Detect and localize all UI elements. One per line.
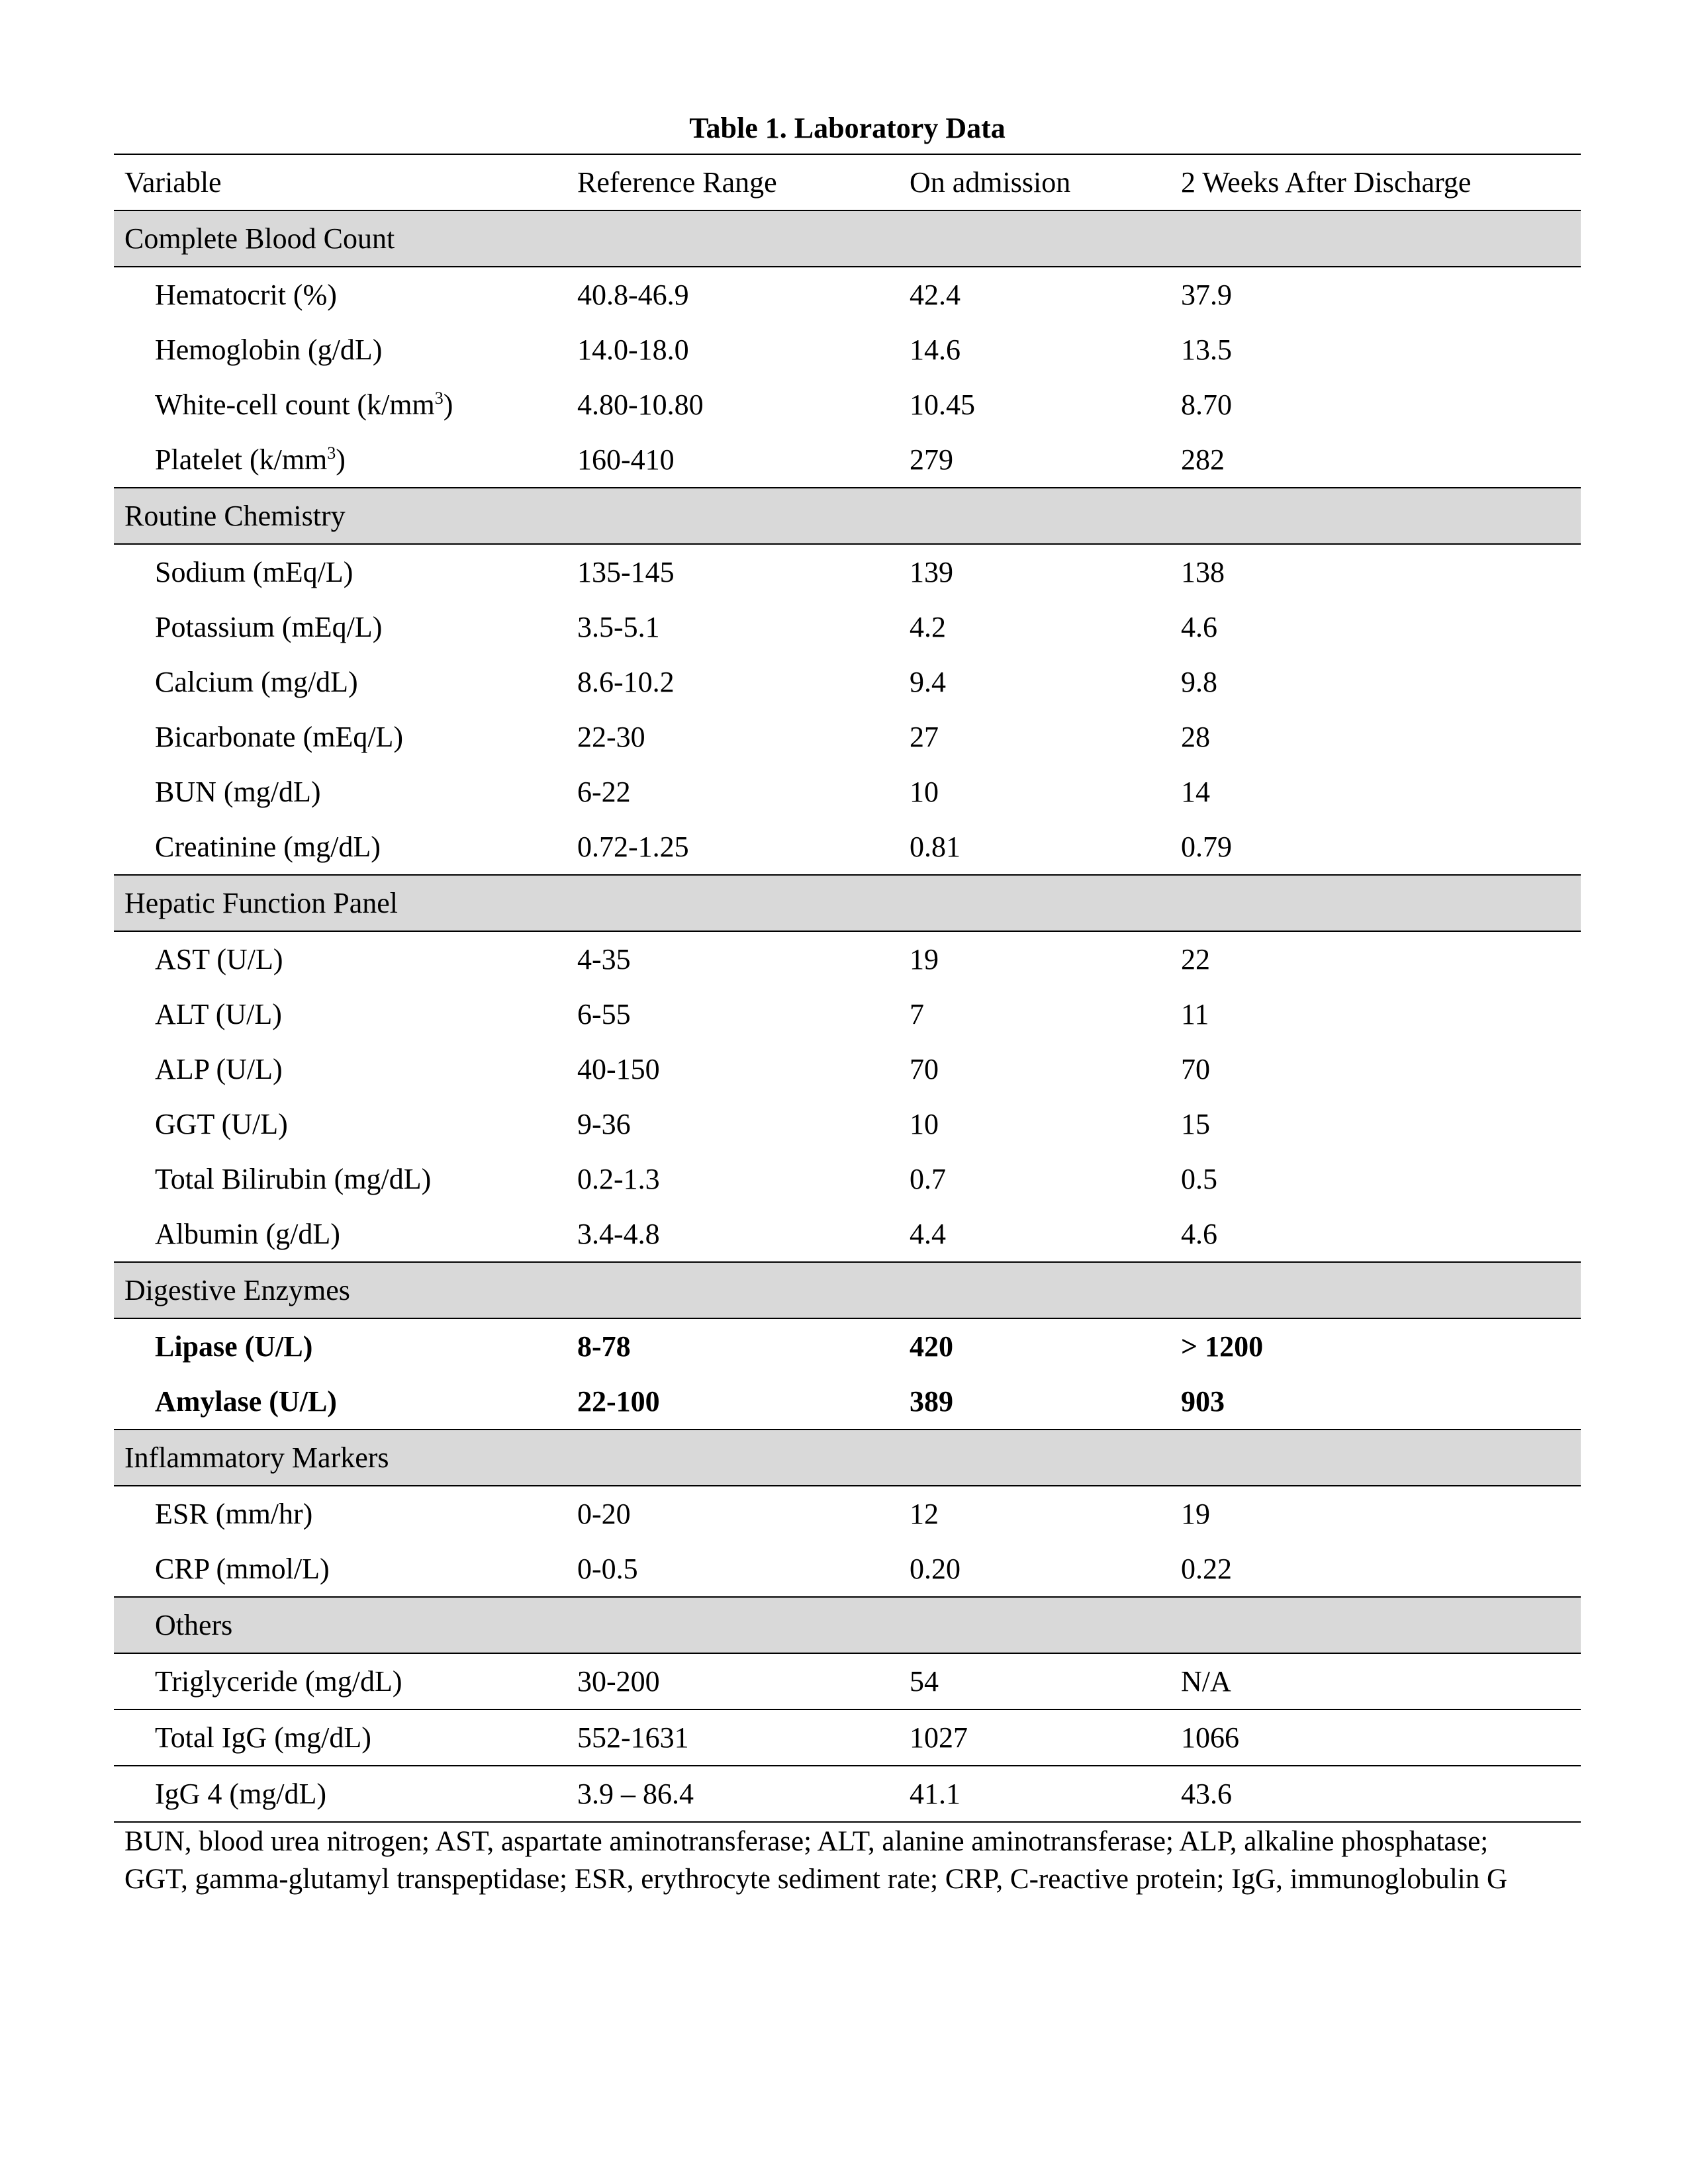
reference-range-cell: 30-200	[577, 1653, 910, 1709]
footnote-line: GGT, gamma-glutamyl transpeptidase; ESR, erythrocyte sediment rate; CRP, C-reactive protein; IgG, immunoglobulin G	[124, 1864, 1508, 1895]
reference-range-cell: 160-410	[577, 443, 675, 476]
reference-range-cell: 0-0.5	[577, 1553, 638, 1585]
header-reference-range: Reference Range	[577, 166, 777, 199]
after-discharge-cell: 282	[1181, 443, 1225, 476]
variable-name: Hematocrit (%)	[155, 279, 337, 311]
on-admission-cell: 12	[910, 1498, 939, 1530]
reference-range-cell: 135-145	[577, 556, 675, 588]
variable-cell	[114, 1709, 577, 1766]
variable-cell	[114, 764, 577, 819]
variable-name: CRP (mmol/L)	[155, 1553, 330, 1585]
on-admission-cell: 70	[910, 1053, 939, 1085]
section-label: Routine Chemistry	[114, 488, 1581, 544]
after-discharge-cell: 22	[1181, 943, 1210, 976]
variable-name: Amylase (U/L)	[155, 1385, 337, 1418]
variable-cell	[114, 1206, 577, 1262]
variable-name: Sodium (mEq/L)	[155, 556, 353, 588]
after-discharge-cell: N/A	[1181, 1653, 1581, 1709]
variable-name: ESR (mm/hr)	[155, 1498, 313, 1530]
variable-cell	[114, 377, 577, 432]
after-discharge-cell: 28	[1181, 721, 1210, 753]
reference-range-cell: 40.8-46.9	[577, 279, 689, 311]
table-row	[114, 1766, 1581, 1822]
variable-cell	[114, 709, 577, 764]
variable-suffix: )	[443, 388, 453, 421]
variable-name: AST (U/L)	[155, 943, 283, 976]
table-row	[114, 1709, 1581, 1766]
after-discharge-cell: 4.6	[1181, 1218, 1217, 1250]
table-header-row	[114, 154, 1581, 210]
reference-range-cell: 9-36	[577, 1108, 631, 1140]
variable-name: Triglyceride (mg/dL)	[155, 1665, 402, 1698]
table-row	[114, 1042, 1581, 1097]
variable-cell	[114, 655, 577, 709]
laboratory-data-table	[114, 154, 1581, 1823]
variable-name: Bicarbonate (mEq/L)	[155, 721, 404, 753]
table-body	[114, 210, 1581, 1822]
section-label: Inflammatory Markers	[114, 1430, 1581, 1486]
table-row	[114, 1486, 1581, 1541]
table-row	[114, 1541, 1581, 1597]
after-discharge-cell: 11	[1181, 998, 1209, 1030]
variable-cell	[114, 819, 577, 875]
table-row	[114, 1374, 1581, 1430]
table-row	[114, 987, 1581, 1042]
variable-name: Lipase (U/L)	[155, 1330, 313, 1363]
unit-superscript: 3	[327, 443, 336, 463]
header-after-discharge: 2 Weeks After Discharge	[1181, 166, 1472, 199]
on-admission-cell: 0.81	[910, 831, 961, 863]
variable-name: Creatinine (mg/dL)	[155, 831, 381, 863]
on-admission-cell: 0.20	[910, 1553, 961, 1585]
unit-superscript: 3	[434, 388, 444, 408]
on-admission-cell: 19	[910, 943, 939, 976]
section-header-row	[114, 488, 1581, 544]
variable-cell	[114, 1486, 577, 1541]
table-row	[114, 600, 1581, 655]
section-label: Others	[114, 1597, 1581, 1653]
variable-name: BUN (mg/dL)	[155, 776, 321, 808]
after-discharge-cell: 0.5	[1181, 1163, 1217, 1195]
after-discharge-cell: > 1200	[1181, 1330, 1264, 1363]
after-discharge-cell: 9.8	[1181, 666, 1217, 698]
table-row	[114, 709, 1581, 764]
reference-range-cell: 8-78	[577, 1330, 631, 1363]
table-row	[114, 764, 1581, 819]
reference-range-cell: 0.2-1.3	[577, 1163, 660, 1195]
table-row	[114, 377, 1581, 432]
after-discharge-cell: 0.79	[1181, 831, 1232, 863]
variable-cell	[114, 432, 577, 488]
variable-cell	[114, 987, 577, 1042]
after-discharge-cell: 43.6	[1181, 1766, 1581, 1822]
after-discharge-cell: 19	[1181, 1498, 1210, 1530]
on-admission-cell: 42.4	[910, 279, 961, 311]
after-discharge-cell: 15	[1181, 1108, 1210, 1140]
reference-range-cell: 14.0-18.0	[577, 334, 689, 366]
after-discharge-cell: 8.70	[1181, 388, 1232, 421]
on-admission-cell: 7	[910, 998, 924, 1030]
variable-name: Total IgG (mg/dL)	[155, 1721, 371, 1754]
header-on-admission: On admission	[910, 166, 1071, 199]
table-row	[114, 1318, 1581, 1374]
after-discharge-cell: 0.22	[1181, 1553, 1232, 1585]
on-admission-cell: 420	[910, 1330, 953, 1363]
table-row	[114, 1152, 1581, 1206]
reference-range-cell: 22-100	[577, 1385, 660, 1418]
variable-cell	[114, 600, 577, 655]
section-header-row	[114, 210, 1581, 267]
variable-name: GGT (U/L)	[155, 1108, 288, 1140]
variable-cell	[114, 931, 577, 987]
table-row	[114, 819, 1581, 875]
on-admission-cell: 27	[910, 721, 939, 753]
variable-name: Albumin (g/dL)	[155, 1218, 340, 1250]
after-discharge-cell: 14	[1181, 776, 1210, 808]
section-header-row	[114, 1430, 1581, 1486]
variable-name: Total Bilirubin (mg/dL)	[155, 1163, 432, 1195]
reference-range-cell: 8.6-10.2	[577, 666, 675, 698]
reference-range-cell: 3.9 – 86.4	[577, 1766, 910, 1822]
after-discharge-cell: 13.5	[1181, 334, 1232, 366]
reference-range-cell: 0.72-1.25	[577, 831, 689, 863]
variable-cell	[114, 1766, 577, 1822]
after-discharge-cell: 1066	[1181, 1709, 1581, 1766]
variable-name: Platelet (k/mm	[155, 443, 328, 476]
on-admission-cell: 4.4	[910, 1218, 946, 1250]
variable-cell	[114, 1042, 577, 1097]
variable-name: ALT (U/L)	[155, 998, 282, 1030]
table-row	[114, 1206, 1581, 1262]
footnote-line: BUN, blood urea nitrogen; AST, aspartate aminotransferase; ALT, alanine aminotransferase; ALP, alkaline phosphatase;	[124, 1826, 1489, 1857]
table-row	[114, 1097, 1581, 1152]
on-admission-cell: 10.45	[910, 388, 975, 421]
variable-suffix: )	[336, 443, 346, 476]
variable-cell	[114, 1318, 577, 1374]
on-admission-cell: 0.7	[910, 1163, 946, 1195]
variable-cell	[114, 322, 577, 377]
reference-range-cell: 4.80-10.80	[577, 388, 704, 421]
reference-range-cell: 22-30	[577, 721, 645, 753]
table-row	[114, 322, 1581, 377]
on-admission-cell: 279	[910, 443, 953, 476]
variable-cell	[114, 267, 577, 322]
section-header-row	[114, 1597, 1581, 1653]
variable-name: Calcium (mg/dL)	[155, 666, 358, 698]
reference-range-cell: 3.5-5.1	[577, 611, 660, 643]
after-discharge-cell: 37.9	[1181, 279, 1232, 311]
table-row	[114, 432, 1581, 488]
section-header-row	[114, 1262, 1581, 1318]
after-discharge-cell: 70	[1181, 1053, 1210, 1085]
reference-range-cell: 0-20	[577, 1498, 631, 1530]
table-row	[114, 1653, 1581, 1709]
table-title: Table 1. Laboratory Data	[689, 112, 1006, 144]
variable-cell	[114, 1374, 577, 1430]
after-discharge-cell: 4.6	[1181, 611, 1217, 643]
variable-name: Hemoglobin (g/dL)	[155, 334, 383, 366]
table-row	[114, 267, 1581, 322]
after-discharge-cell: 138	[1181, 556, 1225, 588]
variable-name: IgG 4 (mg/dL)	[155, 1778, 327, 1810]
table-footnote	[124, 1823, 1581, 1898]
header-variable: Variable	[124, 166, 222, 199]
on-admission-cell: 54	[910, 1653, 1181, 1709]
reference-range-cell: 4-35	[577, 943, 631, 976]
section-label: Hepatic Function Panel	[114, 875, 1581, 931]
reference-range-cell: 6-55	[577, 998, 631, 1030]
table-row	[114, 544, 1581, 600]
variable-cell	[114, 1152, 577, 1206]
table-row	[114, 655, 1581, 709]
variable-name: Potassium (mEq/L)	[155, 611, 383, 643]
variable-cell	[114, 1097, 577, 1152]
variable-name: White-cell count (k/mm	[155, 388, 435, 421]
variable-cell	[114, 544, 577, 600]
table-row	[114, 931, 1581, 987]
on-admission-cell: 389	[910, 1385, 953, 1418]
reference-range-cell: 40-150	[577, 1053, 660, 1085]
after-discharge-cell: 903	[1181, 1385, 1225, 1418]
on-admission-cell: 14.6	[910, 334, 961, 366]
variable-cell	[114, 1541, 577, 1597]
on-admission-cell: 9.4	[910, 666, 946, 698]
section-label: Digestive Enzymes	[114, 1262, 1581, 1318]
reference-range-cell: 3.4-4.8	[577, 1218, 660, 1250]
on-admission-cell: 1027	[910, 1709, 1181, 1766]
on-admission-cell: 10	[910, 1108, 939, 1140]
reference-range-cell: 552-1631	[577, 1709, 910, 1766]
on-admission-cell: 10	[910, 776, 939, 808]
variable-name: ALP (U/L)	[155, 1053, 283, 1085]
on-admission-cell: 41.1	[910, 1766, 1181, 1822]
on-admission-cell: 4.2	[910, 611, 946, 643]
section-label: Complete Blood Count	[114, 210, 1581, 267]
on-admission-cell: 139	[910, 556, 953, 588]
reference-range-cell: 6-22	[577, 776, 631, 808]
section-header-row	[114, 875, 1581, 931]
variable-cell	[114, 1653, 577, 1709]
